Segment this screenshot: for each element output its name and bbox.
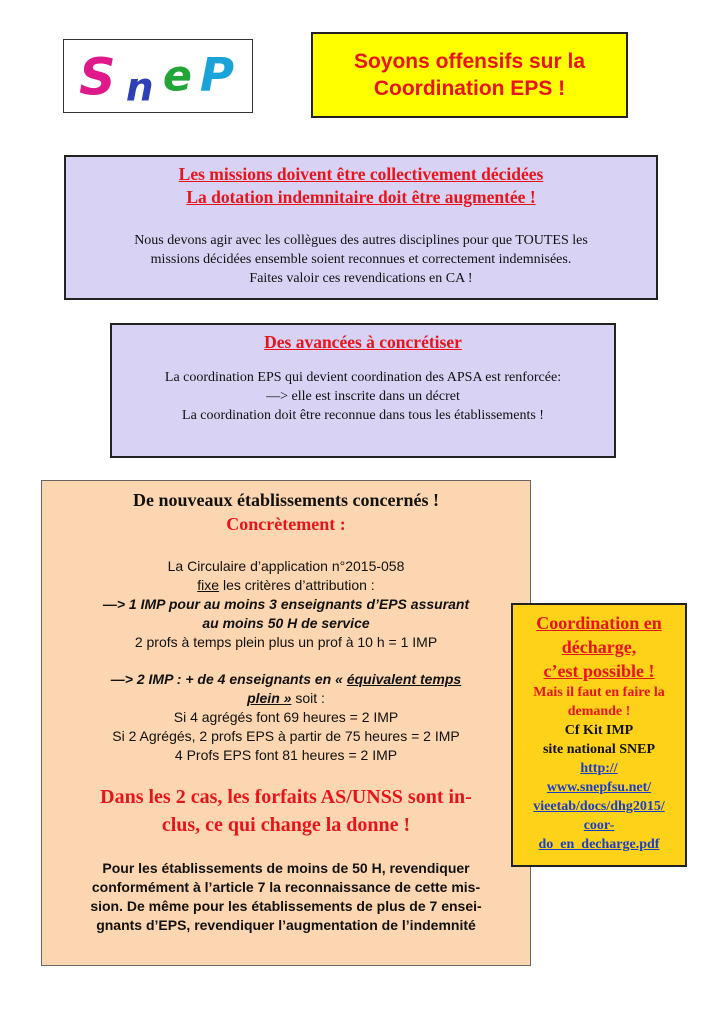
missions-heading-2: La dotation indemnitaire doit être augmentée ! xyxy=(186,187,536,207)
imp2-underlined-1: équivalent temps xyxy=(346,671,462,687)
title-line-2: Coordination EPS ! xyxy=(373,77,566,100)
imp1-example: 2 profs à temps plein plus un prof à 10 h = 1 IMP xyxy=(134,634,438,650)
highlight-line-1: Dans les 2 cas, les forfaits AS/UNSS sont in- xyxy=(100,786,472,808)
highlight-line-2: clus, ce qui change la donne ! xyxy=(161,814,411,836)
coord-link-line[interactable]: vieetab/docs/dhg2015/ xyxy=(533,799,665,814)
coord-line-4: Mais il faut en faire la xyxy=(533,685,665,700)
circulaire-line: La Circulaire d’application n°2015-058 xyxy=(167,558,405,574)
avancees-paragraph-line: La coordination EPS qui devient coordination des APSA est renforcée: xyxy=(164,370,562,385)
imp2-underlined-2: plein » xyxy=(247,690,292,706)
concretement-heading: Concrètement : xyxy=(226,514,346,534)
criteres-line xyxy=(42,576,530,595)
avancees-paragraph-line: —> elle est inscrite dans un décret xyxy=(266,389,460,404)
footer-line: gnants d’EPS, revendiquer l’augmentation de l’indemnité xyxy=(96,917,476,933)
missions-heading-1: Les missions doivent être collectivement décidées xyxy=(178,164,544,184)
avancees-paragraph-line: La coordination doit être reconnue dans tous les établissements ! xyxy=(182,408,544,423)
coord-line-3: c’est possible ! xyxy=(543,661,655,681)
snep-logo xyxy=(63,39,253,113)
nouveaux-etablissements-section xyxy=(41,480,531,966)
title-line-1: Soyons offensifs sur la xyxy=(353,50,586,73)
criteres-rest: les critères d’attribution : xyxy=(219,577,375,593)
footer-line: conformément à l’article 7 la reconnaissance de cette mis- xyxy=(91,879,481,895)
nouveaux-heading: De nouveaux établissements concernés ! xyxy=(133,490,439,510)
logo-letter-p: P xyxy=(199,48,235,103)
coord-line-1: Coordination en xyxy=(536,613,662,633)
missions-paragraph-line: Faites valoir ces revendications en CA ! xyxy=(249,271,473,286)
coord-line-5: demande ! xyxy=(567,704,631,719)
imp2-prefix: —> 2 IMP : + de 4 enseignants en « xyxy=(110,671,347,687)
missions-paragraph-line: missions décidées ensemble soient reconnues et correctement indemnisées. xyxy=(150,252,572,267)
logo-letter-s: S xyxy=(79,47,116,107)
coord-line-6: Cf Kit IMP xyxy=(564,723,634,738)
coord-line-7: site national SNEP xyxy=(542,742,655,757)
coord-link-line[interactable]: http:// xyxy=(580,761,618,776)
missions-paragraph-line: Nous devons agir avec les collègues des autres disciplines pour que TOUTES les xyxy=(134,233,588,248)
logo-letter-n: n xyxy=(125,65,154,111)
imp1-line-2: au moins 50 H de service xyxy=(202,615,370,631)
coord-link-line[interactable]: coor- xyxy=(583,818,615,833)
imp2-suffix: soit : xyxy=(291,690,325,706)
coordination-decharge-section xyxy=(511,603,687,867)
page-title xyxy=(311,32,628,118)
snep-logo-graphic xyxy=(64,40,252,112)
imp1-line-1: —> 1 IMP pour au moins 3 enseignants d’EPS assurant xyxy=(102,596,470,612)
coord-link-line[interactable]: do_en_decharge.pdf xyxy=(538,837,660,852)
example-line: Si 2 Agrégés, 2 profs EPS à partir de 75 heures = 2 IMP xyxy=(112,728,460,744)
imp2-line-1 xyxy=(42,670,530,689)
logo-letter-e: e xyxy=(162,51,192,102)
example-line: 4 Profs EPS font 81 heures = 2 IMP xyxy=(174,747,398,763)
coord-line-2: décharge, xyxy=(561,637,637,657)
footer-line: Pour les établissements de moins de 50 H, revendiquer xyxy=(102,860,470,876)
coord-link-line[interactable]: www.snepfsu.net/ xyxy=(546,780,652,795)
fixe-word: fixe xyxy=(197,577,220,593)
coord-link[interactable] xyxy=(513,759,685,854)
avancees-heading: Des avancées à concrétiser xyxy=(264,332,462,352)
avancees-section xyxy=(110,323,616,458)
missions-section xyxy=(64,155,658,300)
example-line: Si 4 agrégés font 69 heures = 2 IMP xyxy=(173,709,399,725)
footer-line: sion. De même pour les établissements de plus de 7 ensei- xyxy=(90,898,482,914)
imp2-line-2 xyxy=(42,689,530,708)
